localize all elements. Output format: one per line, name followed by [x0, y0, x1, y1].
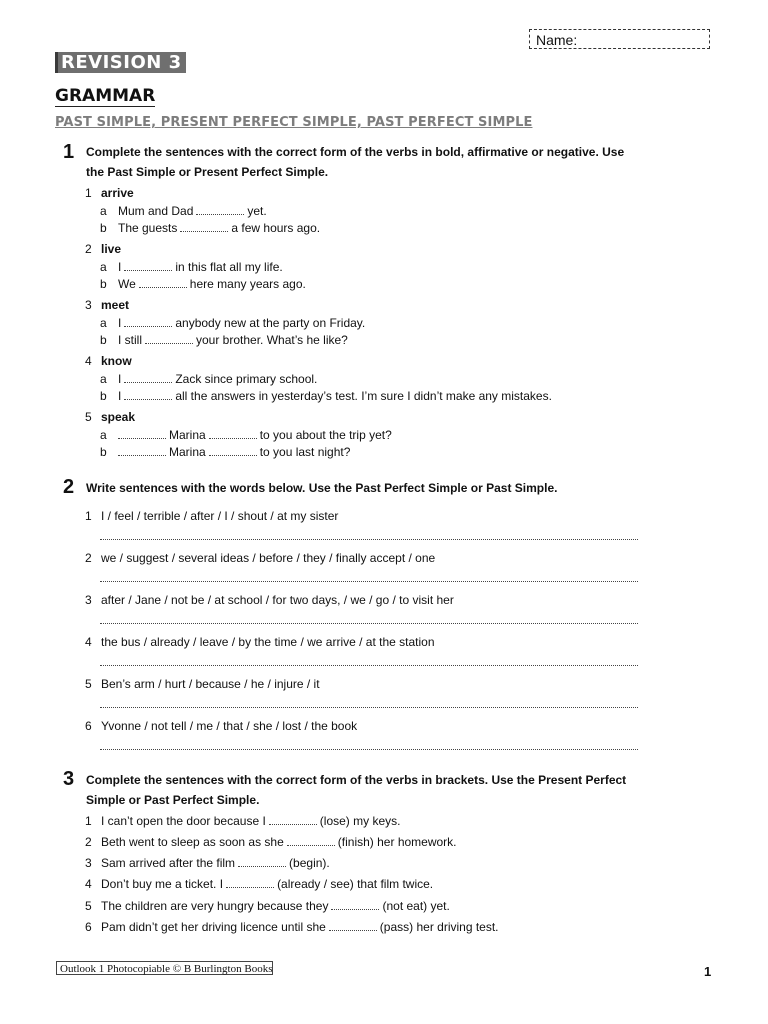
sentence-text: yet. [247, 204, 267, 218]
sub-letter: b [100, 389, 107, 403]
sentence-text: Pam didn’t get her driving licence until she [101, 920, 326, 934]
item-number: 1 [85, 509, 92, 523]
sentence [101, 898, 450, 914]
answer-line[interactable] [100, 580, 638, 582]
sentence-text: Beth went to sleep as soon as she [101, 835, 284, 849]
answer-gap[interactable] [124, 261, 172, 271]
sentence-text: (begin). [289, 856, 330, 870]
answer-gap[interactable] [139, 278, 187, 288]
prompt-text: I / feel / terrible / after / I / shout / at my sister [101, 509, 339, 523]
answer-line[interactable] [100, 706, 638, 708]
sentence-text: anybody new at the party on Friday. [175, 316, 366, 330]
answer-gap[interactable] [180, 222, 228, 232]
sentence [115, 427, 392, 443]
sentence-text: Marina [169, 428, 206, 442]
answer-gap[interactable] [118, 429, 166, 439]
sentence-text: (finish) her homework. [337, 835, 457, 849]
sentence-text: I [118, 389, 122, 403]
sub-letter: b [100, 221, 107, 235]
item-number: 5 [85, 899, 92, 913]
answer-gap[interactable] [145, 334, 193, 344]
sentence-text: to you last night? [259, 445, 351, 459]
item-verb: meet [101, 298, 130, 312]
item-verb: speak [101, 410, 136, 424]
sentence-text: I [118, 316, 122, 330]
answer-line[interactable] [100, 748, 638, 750]
sentence-text: a few hours ago. [231, 221, 321, 235]
answer-gap[interactable] [269, 815, 317, 825]
sentence-text: Mum and Dad [118, 204, 194, 218]
section-title: GRAMMAR [55, 86, 156, 106]
answer-gap[interactable] [209, 429, 257, 439]
item-number: 2 [85, 242, 92, 256]
prompt-text: we / suggest / several ideas / before / they / finally accept / one [101, 551, 436, 565]
prompt-text: the bus / already / leave / by the time / we arrive / at the station [101, 635, 435, 649]
publisher-credit: Outlook 1 Photocopiable © B Burlington Books [56, 961, 273, 975]
sub-letter: a [100, 204, 107, 218]
sentence-text: in this flat all my life. [175, 260, 283, 274]
sub-letter: a [100, 372, 107, 386]
item-number: 4 [85, 877, 92, 891]
sentence-text: to you about the trip yet? [259, 428, 392, 442]
exercise-instruction: the Past Simple or Present Perfect Simple. [86, 165, 329, 179]
sentence-text: Don’t buy me a ticket. I [101, 877, 224, 891]
sentence-text: here many years ago. [189, 277, 306, 291]
exercise-number: 1 [63, 141, 75, 163]
answer-line[interactable] [100, 664, 638, 666]
sentence [118, 315, 365, 331]
sentence-text: I still [118, 333, 142, 347]
exercise-instruction: Simple or Past Perfect Simple. [86, 793, 260, 807]
sentence-text: all the answers in yesterday’s test. I’m sure I didn’t make any mistakes. [175, 389, 552, 403]
name-label: Name: [536, 32, 578, 48]
sentence [118, 276, 306, 292]
sentence-text: I [118, 260, 122, 274]
revision-badge: REVISION 3 [55, 52, 186, 73]
sentence [101, 876, 433, 892]
sentence-text: (not eat) yet. [382, 899, 450, 913]
sentence [118, 332, 348, 348]
sentence [118, 371, 317, 387]
sentence-text: (pass) her driving test. [379, 920, 499, 934]
exercise-number: 3 [63, 768, 75, 790]
sentence-text: (already / see) that film twice. [277, 877, 434, 891]
sentence [101, 834, 457, 850]
item-verb: arrive [101, 186, 134, 200]
item-verb: know [101, 354, 132, 368]
item-number: 5 [85, 410, 92, 424]
answer-gap[interactable] [124, 390, 172, 400]
exercise-instruction: Complete the sentences with the correct form of the verbs in bold, affirmative or negative. Use [86, 145, 625, 159]
sentence-text: Sam arrived after the film [101, 856, 236, 870]
prompt-text: Yvonne / not tell / me / that / she / lost / the book [101, 719, 358, 733]
section-subtitle: PAST SIMPLE, PRESENT PERFECT SIMPLE, PAST PERFECT SIMPLE [55, 115, 533, 130]
sentence-text: Marina [169, 445, 206, 459]
exercise-instruction: Write sentences with the words below. Use the Past Perfect Simple or Past Simple. [86, 481, 558, 495]
sentence-text: Zack since primary school. [175, 372, 318, 386]
sentence-text: We [118, 277, 136, 291]
sentence-text: (lose) my keys. [319, 814, 401, 828]
answer-gap[interactable] [124, 317, 172, 327]
sentence [101, 813, 400, 829]
answer-gap[interactable] [124, 373, 172, 383]
sentence [101, 919, 499, 935]
answer-gap[interactable] [329, 921, 377, 931]
sentence [101, 855, 330, 871]
item-number: 4 [85, 635, 92, 649]
item-verb: live [101, 242, 122, 256]
answer-gap[interactable] [226, 878, 274, 888]
sub-letter: a [100, 316, 107, 330]
sub-letter: a [100, 428, 107, 442]
sentence [118, 388, 552, 404]
answer-gap[interactable] [287, 836, 335, 846]
item-number: 2 [85, 835, 92, 849]
answer-gap[interactable] [238, 857, 286, 867]
answer-gap[interactable] [331, 900, 379, 910]
name-field[interactable] [529, 29, 710, 49]
answer-gap[interactable] [118, 446, 166, 456]
sentence-text: your brother. What’s he like? [196, 333, 348, 347]
sentence-text: I [118, 372, 122, 386]
answer-line[interactable] [100, 538, 638, 540]
item-number: 3 [85, 298, 92, 312]
sub-letter: b [100, 333, 107, 347]
item-number: 6 [85, 920, 92, 934]
page-number: 1 [704, 964, 712, 979]
answer-gap[interactable] [209, 446, 257, 456]
sub-letter: b [100, 277, 107, 291]
item-number: 4 [85, 354, 92, 368]
exercise-instruction: Complete the sentences with the correct form of the verbs in brackets. Use the Present Perfect [86, 773, 627, 787]
answer-line[interactable] [100, 622, 638, 624]
sentence [118, 220, 320, 236]
sentence [118, 259, 283, 275]
sub-letter: a [100, 260, 107, 274]
item-number: 6 [85, 719, 92, 733]
sentence-text: I can’t open the door because I [101, 814, 266, 828]
prompt-text: after / Jane / not be / at school / for two days, / we / go / to visit her [101, 593, 454, 607]
item-number: 3 [85, 856, 92, 870]
sentence-text: The guests [118, 221, 178, 235]
sub-letter: b [100, 445, 107, 459]
item-number: 1 [85, 186, 92, 200]
sentence [115, 444, 350, 460]
sentence-text: The children are very hungry because they [101, 899, 329, 913]
exercise-number: 2 [63, 476, 75, 498]
item-number: 2 [85, 551, 92, 565]
sentence [118, 203, 267, 219]
item-number: 1 [85, 814, 92, 828]
prompt-text: Ben’s arm / hurt / because / he / injure / it [101, 677, 320, 691]
item-number: 5 [85, 677, 92, 691]
answer-gap[interactable] [196, 205, 244, 215]
item-number: 3 [85, 593, 92, 607]
